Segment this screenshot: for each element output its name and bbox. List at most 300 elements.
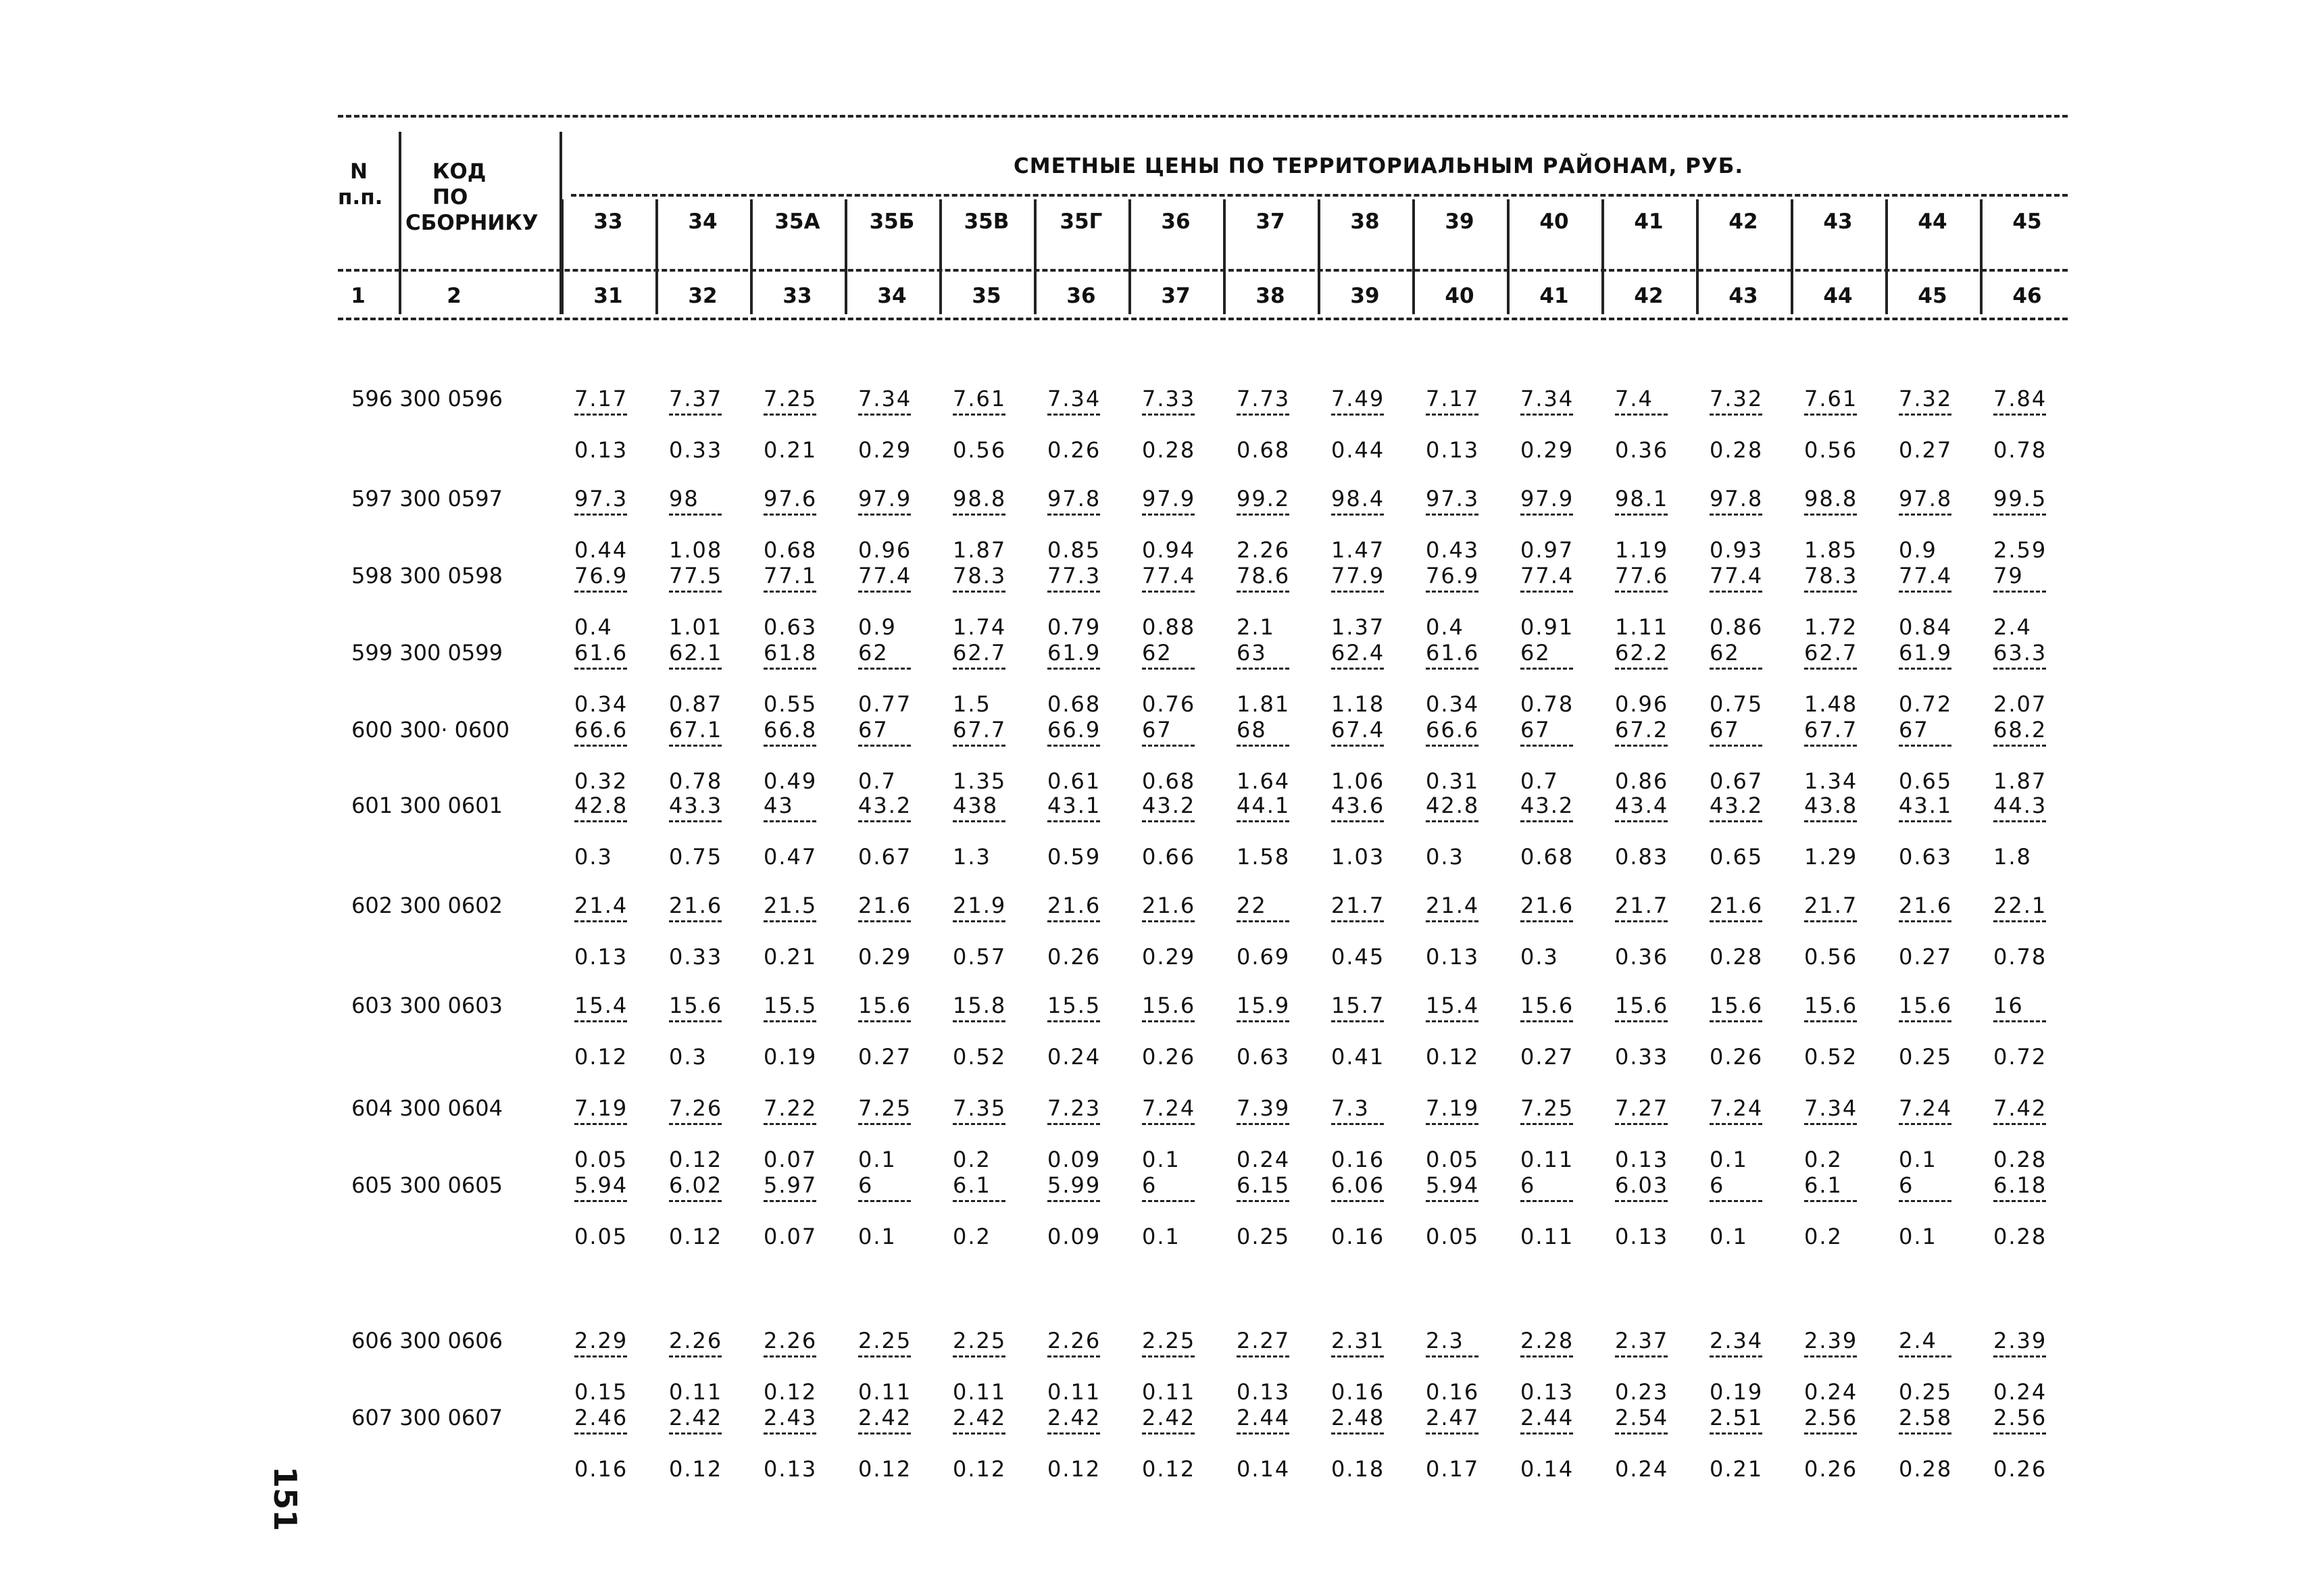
price-subvalue: 0.52 [1804, 1044, 1858, 1070]
price-subvalue: 0.94 [1142, 537, 1196, 563]
price-value: 21.6 [1142, 893, 1196, 918]
price-value: 2.4 [1899, 1328, 1937, 1353]
price-subvalue: 0.56 [1804, 437, 1858, 463]
row-code: 598 300 0598 [351, 563, 503, 589]
price-value: 21.7 [1804, 893, 1858, 918]
page-number: 151 [267, 1466, 303, 1532]
fraction-dash [1331, 1355, 1384, 1357]
price-subvalue: 0.26 [1993, 1456, 2047, 1482]
fraction-dash [1142, 1020, 1195, 1022]
fraction-dash [669, 745, 722, 747]
price-value: 66.6 [1426, 717, 1480, 743]
price-subvalue: 0.24 [1804, 1379, 1858, 1405]
price-value: 5.94 [1426, 1172, 1480, 1198]
price-subvalue: 1.37 [1331, 614, 1385, 640]
price-subvalue: 1.29 [1804, 844, 1858, 870]
district-header-cell: 33 [593, 209, 623, 234]
price-value: 15.6 [1899, 993, 1953, 1018]
price-value: 67 [1142, 717, 1172, 743]
fraction-dash [1993, 591, 2046, 593]
price-value: 21.5 [764, 893, 818, 918]
fraction-dash [574, 1123, 627, 1125]
price-value: 77.1 [764, 563, 818, 589]
price-value: 7.24 [1899, 1095, 1953, 1121]
fraction-dash [1710, 1123, 1762, 1125]
price-value: 6.02 [669, 1172, 723, 1198]
price-value: 15.8 [953, 993, 1007, 1018]
price-value: 15.4 [1426, 993, 1480, 1018]
price-subvalue: 0.49 [764, 768, 818, 794]
fraction-dash [1520, 514, 1573, 516]
price-subvalue: 1.3 [953, 844, 991, 870]
price-value: 43.2 [1142, 793, 1196, 818]
fraction-dash [1237, 414, 1289, 416]
price-subvalue: 0.28 [1710, 944, 1764, 970]
price-subvalue: 0.26 [1047, 437, 1101, 463]
row-code: 605 300 0605 [351, 1172, 503, 1198]
column-separator [1034, 199, 1037, 314]
price-value: 76.9 [574, 563, 628, 589]
price-value: 21.7 [1615, 893, 1669, 918]
fraction-dash [858, 514, 911, 516]
column-number-cell: 35 [972, 284, 1001, 308]
fraction-dash [953, 1355, 1005, 1357]
price-subvalue: 0.1 [1142, 1224, 1180, 1249]
district-header-cell: 35Б [869, 209, 915, 234]
price-subvalue: 0.72 [1993, 1044, 2047, 1070]
fraction-dash [1993, 414, 2046, 416]
price-value: 7.32 [1710, 386, 1764, 412]
price-subvalue: 0.05 [574, 1224, 628, 1249]
price-subvalue: 0.27 [858, 1044, 912, 1070]
column-separator [1128, 199, 1131, 314]
price-value: 2.42 [1047, 1405, 1101, 1430]
price-subvalue: 0.4 [1426, 614, 1464, 640]
fraction-dash [1047, 1355, 1100, 1357]
price-subvalue: 1.35 [953, 768, 1007, 794]
price-subvalue: 0.14 [1520, 1456, 1574, 1482]
fraction-dash [1804, 820, 1857, 822]
price-value: 98.8 [1804, 486, 1858, 512]
price-subvalue: 0.3 [574, 844, 613, 870]
fraction-dash [669, 1432, 722, 1435]
price-value: 61.6 [574, 640, 628, 666]
price-value: 15.9 [1237, 993, 1291, 1018]
fraction-dash [764, 820, 816, 822]
fraction-dash [1331, 414, 1384, 416]
price-subvalue: 0.61 [1047, 768, 1101, 794]
fraction-dash [1520, 920, 1573, 922]
price-value: 2.29 [574, 1328, 628, 1353]
price-value: 15.6 [1804, 993, 1858, 1018]
price-value: 67.2 [1615, 717, 1669, 743]
price-subvalue: 0.67 [1710, 768, 1764, 794]
price-subvalue: 0.63 [1899, 844, 1953, 870]
price-value: 2.39 [1993, 1328, 2047, 1353]
price-subvalue: 1.87 [1993, 768, 2047, 794]
price-subvalue: 0.86 [1710, 614, 1764, 640]
price-value: 7.39 [1237, 1095, 1291, 1121]
price-value: 97.9 [858, 486, 912, 512]
price-subvalue: 0.29 [1142, 944, 1196, 970]
price-value: 97.8 [1899, 486, 1953, 512]
column-separator [845, 199, 847, 314]
price-subvalue: 0.68 [1047, 691, 1101, 717]
price-value: 97.8 [1710, 486, 1764, 512]
district-header-cell: 34 [688, 209, 718, 234]
price-value: 2.26 [669, 1328, 723, 1353]
fraction-dash [1142, 1123, 1195, 1125]
price-subvalue: 0.2 [953, 1147, 991, 1172]
price-subvalue: 0.25 [1899, 1379, 1953, 1405]
price-subvalue: 1.34 [1804, 768, 1858, 794]
row-code: 602 300 0602 [351, 893, 503, 918]
fraction-dash [669, 1355, 722, 1357]
column-number-cell: 38 [1255, 284, 1285, 308]
column-separator [1885, 199, 1888, 314]
price-value: 438 [953, 793, 999, 818]
fraction-dash [1993, 514, 2046, 516]
fraction-dash [574, 668, 627, 670]
price-value: 7.37 [669, 386, 723, 412]
fraction-dash [1142, 820, 1195, 822]
fraction-dash [1142, 1432, 1195, 1435]
fraction-dash [1993, 1123, 2046, 1125]
fraction-dash [1804, 745, 1857, 747]
price-subvalue: 0.13 [764, 1456, 818, 1482]
price-value: 63.3 [1993, 640, 2047, 666]
price-subvalue: 0.7 [858, 768, 897, 794]
price-value: 77.6 [1615, 563, 1669, 589]
price-subvalue: 0.75 [669, 844, 723, 870]
price-value: 44.3 [1993, 793, 2047, 818]
price-subvalue: 0.23 [1615, 1379, 1669, 1405]
price-subvalue: 0.2 [1804, 1147, 1843, 1172]
row-code: 599 300 0599 [351, 640, 503, 666]
fraction-dash [1520, 1200, 1573, 1202]
fraction-dash [858, 1355, 911, 1357]
price-value: 43 [764, 793, 794, 818]
price-value: 2.56 [1993, 1405, 2047, 1430]
price-value: 22.1 [1993, 893, 2047, 918]
price-value: 63 [1237, 640, 1267, 666]
price-subvalue: 0.13 [1615, 1224, 1669, 1249]
fraction-dash [1237, 920, 1289, 922]
price-subvalue: 1.58 [1237, 844, 1291, 870]
price-subvalue: 0.24 [1993, 1379, 2047, 1405]
fraction-dash [574, 514, 627, 516]
fraction-dash [764, 668, 816, 670]
price-subvalue: 0.67 [858, 844, 912, 870]
fraction-dash [1804, 1355, 1857, 1357]
price-value: 21.6 [1710, 893, 1764, 918]
price-value: 2.42 [1142, 1405, 1196, 1430]
price-subvalue: 0.3 [1426, 844, 1464, 870]
price-subvalue: 0.12 [669, 1147, 723, 1172]
price-subvalue: 0.12 [1426, 1044, 1480, 1070]
fraction-dash [1804, 1200, 1857, 1202]
price-value: 7.49 [1331, 386, 1385, 412]
price-subvalue: 1.81 [1237, 691, 1291, 717]
price-value: 77.4 [1899, 563, 1953, 589]
price-subvalue: 0.78 [669, 768, 723, 794]
price-value: 7.27 [1615, 1095, 1669, 1121]
fraction-dash [1142, 414, 1195, 416]
fraction-dash [1710, 1020, 1762, 1022]
price-subvalue: 0.76 [1142, 691, 1196, 717]
fraction-dash [1142, 920, 1195, 922]
fraction-dash [858, 745, 911, 747]
price-subvalue: 0.15 [574, 1379, 628, 1405]
price-subvalue: 0.12 [953, 1456, 1007, 1482]
fraction-dash [669, 1123, 722, 1125]
column-separator [1601, 199, 1604, 314]
price-subvalue: 1.72 [1804, 614, 1858, 640]
fraction-dash [574, 820, 627, 822]
price-value: 6 [858, 1172, 874, 1198]
price-value: 43.8 [1804, 793, 1858, 818]
district-header-cell: 45 [2012, 209, 2042, 234]
fraction-dash [858, 1123, 911, 1125]
fraction-dash [1520, 745, 1573, 747]
price-subvalue: 2.07 [1993, 691, 2047, 717]
column-number-cell: 33 [782, 284, 812, 308]
price-value: 97.3 [574, 486, 628, 512]
price-subvalue: 0.68 [1142, 768, 1196, 794]
price-value: 78.3 [1804, 563, 1858, 589]
price-subvalue: 0.66 [1142, 844, 1196, 870]
price-subvalue: 0.56 [1804, 944, 1858, 970]
price-value: 2.28 [1520, 1328, 1574, 1353]
price-value: 7.61 [1804, 386, 1858, 412]
price-value: 7.33 [1142, 386, 1196, 412]
fraction-dash [953, 514, 1005, 516]
fraction-dash [1520, 1123, 1573, 1125]
row-code: 600 300· 0600 [351, 717, 510, 743]
price-subvalue: 0.11 [858, 1379, 912, 1405]
price-subvalue: 0.21 [764, 944, 818, 970]
price-value: 6.06 [1331, 1172, 1385, 1198]
price-value: 15.6 [1615, 993, 1669, 1018]
price-subvalue: 0.34 [574, 691, 628, 717]
fraction-dash [574, 920, 627, 922]
price-value: 43.6 [1331, 793, 1385, 818]
price-value: 7.34 [1804, 1095, 1858, 1121]
price-value: 99.5 [1993, 486, 2047, 512]
price-value: 2.39 [1804, 1328, 1858, 1353]
fraction-dash [1426, 1123, 1478, 1125]
fraction-dash [1993, 820, 2046, 822]
fraction-dash [669, 820, 722, 822]
price-value: 61.9 [1899, 640, 1953, 666]
price-value: 21.6 [1899, 893, 1953, 918]
price-subvalue: 0.65 [1899, 768, 1953, 794]
price-value: 2.26 [1047, 1328, 1101, 1353]
fraction-dash [1899, 1355, 1951, 1357]
fraction-dash [1899, 1432, 1951, 1435]
price-value: 67 [858, 717, 889, 743]
price-value: 62.7 [1804, 640, 1858, 666]
price-value: 67.1 [669, 717, 723, 743]
price-subvalue: 0.17 [1426, 1456, 1480, 1482]
fraction-dash [1899, 1123, 1951, 1125]
price-subvalue: 0.14 [1237, 1456, 1291, 1482]
price-subvalue: 0.25 [1237, 1224, 1291, 1249]
price-subvalue: 0.16 [574, 1456, 628, 1482]
price-subvalue: 0.75 [1710, 691, 1764, 717]
fraction-dash [1142, 591, 1195, 593]
price-subvalue: 0.12 [858, 1456, 912, 1482]
column-number-cell: 44 [1823, 284, 1853, 308]
price-subvalue: 0.69 [1237, 944, 1291, 970]
fraction-dash [1331, 514, 1384, 516]
fraction-dash [669, 514, 722, 516]
column-separator [655, 199, 658, 314]
price-value: 7.35 [953, 1095, 1007, 1121]
price-value: 7.25 [1520, 1095, 1574, 1121]
price-value: 97.8 [1047, 486, 1101, 512]
price-subvalue: 1.5 [953, 691, 991, 717]
fraction-dash [1615, 1123, 1668, 1125]
header-col-n: N [350, 159, 368, 184]
price-value: 67.7 [953, 717, 1007, 743]
price-subvalue: 0.26 [1047, 944, 1101, 970]
price-value: 2.43 [764, 1405, 818, 1430]
price-value: 7.17 [574, 386, 628, 412]
price-subvalue: 1.11 [1615, 614, 1669, 640]
price-subvalue: 0.63 [1237, 1044, 1291, 1070]
row-code: 607 300 0607 [351, 1405, 503, 1430]
price-value: 21.6 [1047, 893, 1101, 918]
price-subvalue: 0.68 [1520, 844, 1574, 870]
fraction-dash [1993, 1200, 2046, 1202]
price-subvalue: 0.12 [574, 1044, 628, 1070]
fraction-dash [1899, 591, 1951, 593]
price-subvalue: 0.88 [1142, 614, 1196, 640]
price-value: 77.4 [858, 563, 912, 589]
price-value: 22 [1237, 893, 1267, 918]
price-subvalue: 0.11 [953, 1379, 1007, 1405]
price-value: 7.84 [1993, 386, 2047, 412]
price-subvalue: 0.25 [1899, 1044, 1953, 1070]
fraction-dash [1237, 1020, 1289, 1022]
fraction-dash [1804, 1432, 1857, 1435]
price-subvalue: 0.78 [1520, 691, 1574, 717]
price-value: 97.9 [1142, 486, 1196, 512]
price-subvalue: 0.28 [1993, 1224, 2047, 1249]
price-subvalue: 0.26 [1804, 1456, 1858, 1482]
column-number-cell: 42 [1634, 284, 1664, 308]
price-subvalue: 2.1 [1237, 614, 1275, 640]
district-header-cell: 39 [1445, 209, 1474, 234]
price-value: 6.18 [1993, 1172, 2047, 1198]
price-value: 62 [1710, 640, 1740, 666]
price-value: 7.42 [1993, 1095, 2047, 1121]
price-value: 2.25 [858, 1328, 912, 1353]
fraction-dash [1237, 668, 1289, 670]
fraction-dash [574, 1200, 627, 1202]
fraction-dash [1993, 920, 2046, 922]
price-subvalue: 0.16 [1331, 1224, 1385, 1249]
price-value: 66.8 [764, 717, 818, 743]
price-value: 2.46 [574, 1405, 628, 1430]
price-subvalue: 1.64 [1237, 768, 1291, 794]
price-subvalue: 1.74 [953, 614, 1007, 640]
price-subvalue: 0.19 [1710, 1379, 1764, 1405]
fraction-dash [1993, 668, 2046, 670]
price-subvalue: 0.27 [1899, 437, 1953, 463]
price-value: 98.8 [953, 486, 1007, 512]
fraction-dash [1047, 820, 1100, 822]
price-value: 77.3 [1047, 563, 1101, 589]
price-value: 97.6 [764, 486, 818, 512]
price-value: 2.34 [1710, 1328, 1764, 1353]
fraction-dash [1047, 745, 1100, 747]
price-subvalue: 0.36 [1615, 437, 1669, 463]
fraction-dash [1899, 1020, 1951, 1022]
price-subvalue: 1.06 [1331, 768, 1385, 794]
fraction-dash [1710, 920, 1762, 922]
price-subvalue: 1.08 [669, 537, 723, 563]
price-value: 7.4 [1615, 386, 1653, 412]
price-subvalue: 0.11 [669, 1379, 723, 1405]
price-subvalue: 0.31 [1426, 768, 1480, 794]
fraction-dash [1899, 745, 1951, 747]
price-value: 98.4 [1331, 486, 1385, 512]
price-value: 77.9 [1331, 563, 1385, 589]
price-value: 98.1 [1615, 486, 1669, 512]
price-subvalue: 0.27 [1899, 944, 1953, 970]
fraction-dash [1426, 591, 1478, 593]
price-value: 68 [1237, 717, 1267, 743]
price-subvalue: 1.87 [953, 537, 1007, 563]
fraction-dash [1993, 745, 2046, 747]
price-subvalue: 0.97 [1520, 537, 1574, 563]
price-subvalue: 0.24 [1047, 1044, 1101, 1070]
fraction-dash [1804, 514, 1857, 516]
fraction-dash [1520, 1355, 1573, 1357]
fraction-dash [1331, 591, 1384, 593]
price-value: 21.4 [1426, 893, 1480, 918]
price-value: 5.94 [574, 1172, 628, 1198]
fraction-dash [953, 1123, 1005, 1125]
header-mid-rule [571, 194, 2068, 197]
fraction-dash [858, 1020, 911, 1022]
fraction-dash [1710, 1200, 1762, 1202]
price-subvalue: 0.28 [1710, 437, 1764, 463]
price-value: 21.9 [953, 893, 1007, 918]
fraction-dash [1331, 1020, 1384, 1022]
price-value: 43.2 [1520, 793, 1574, 818]
price-value: 76.9 [1426, 563, 1480, 589]
price-subvalue: 0.45 [1331, 944, 1385, 970]
price-value: 15.6 [1520, 993, 1574, 1018]
price-value: 97.3 [1426, 486, 1480, 512]
fraction-dash [1047, 1200, 1100, 1202]
row-code: 604 300 0604 [351, 1095, 503, 1121]
price-value: 61.8 [764, 640, 818, 666]
price-value: 62 [1142, 640, 1172, 666]
fraction-dash [1142, 1355, 1195, 1357]
price-value: 21.7 [1331, 893, 1385, 918]
fraction-dash [1710, 514, 1762, 516]
price-subvalue: 0.1 [1899, 1147, 1937, 1172]
price-value: 67 [1710, 717, 1740, 743]
fraction-dash [953, 591, 1005, 593]
fraction-dash [858, 820, 911, 822]
fraction-dash [574, 1355, 627, 1357]
price-subvalue: 0.72 [1899, 691, 1953, 717]
